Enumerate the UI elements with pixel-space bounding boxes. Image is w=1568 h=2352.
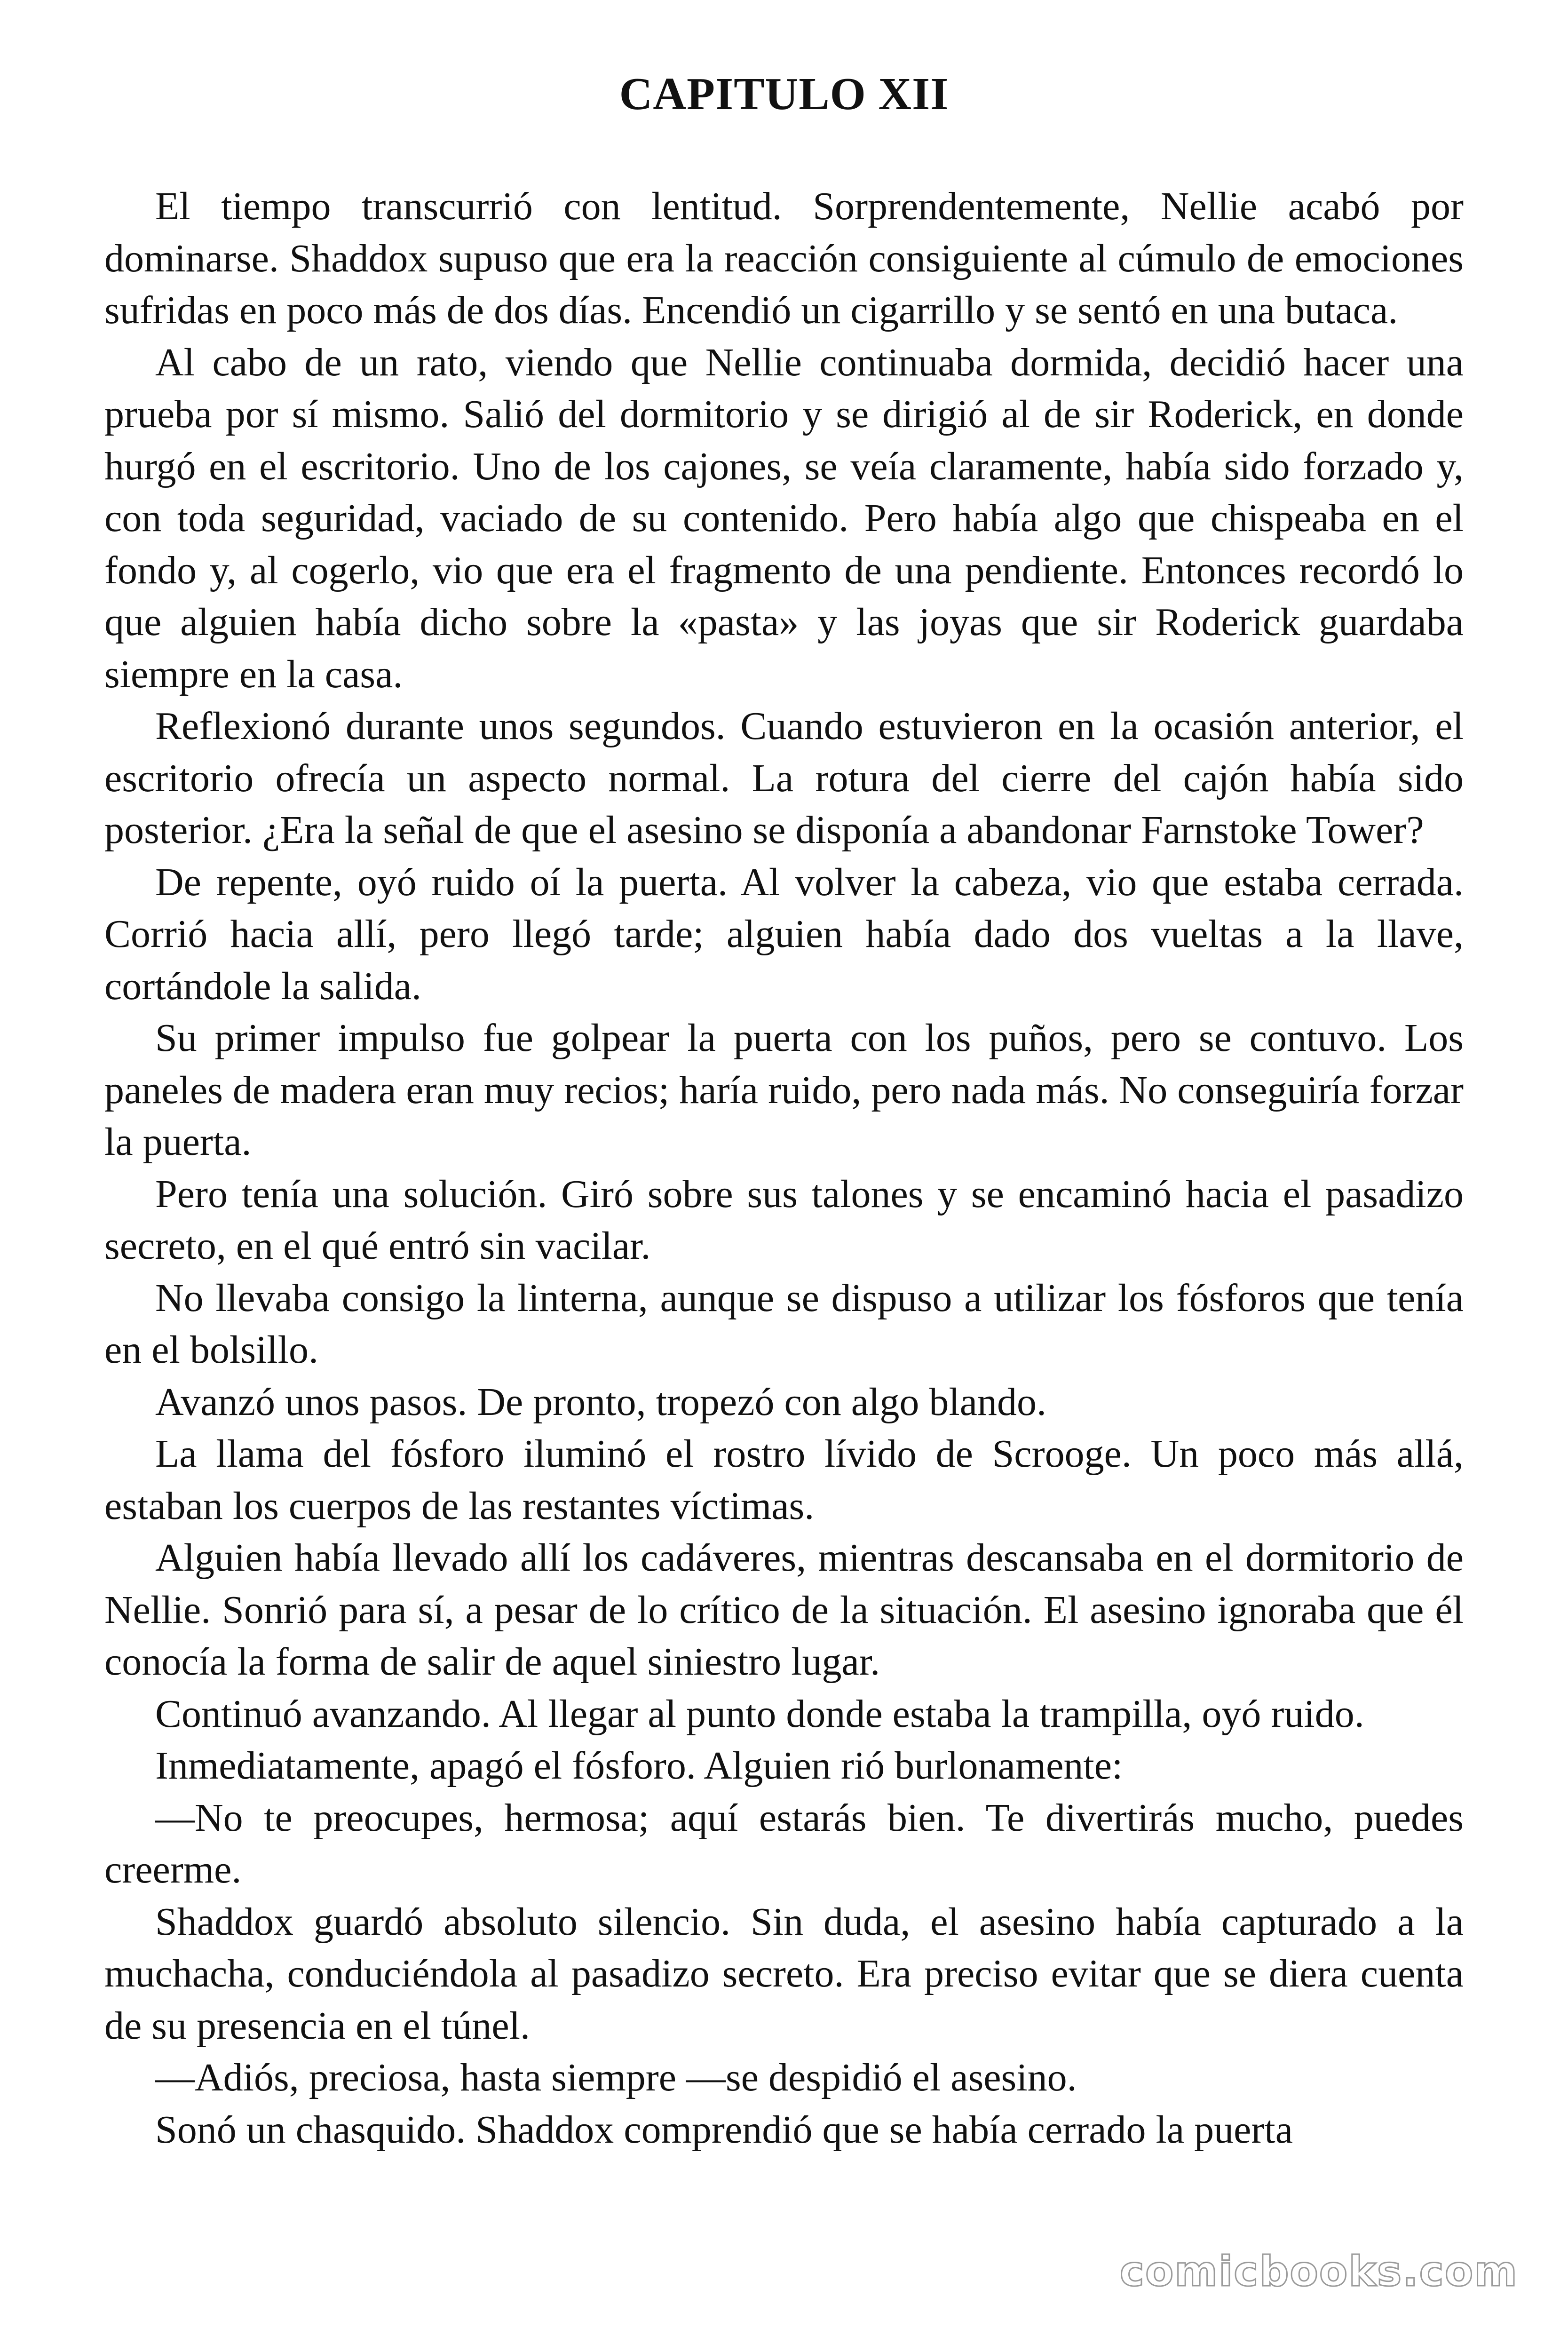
chapter-body [104, 181, 1464, 2156]
paragraph: —Adiós, preciosa, hasta siempre —se despidió el asesino. [155, 2056, 1077, 2099]
paragraph: Pero tenía una solución. Giró sobre sus talones y se encaminó hacia el pasadizo secreto, en el qué entró sin vacilar. [104, 1172, 1464, 1268]
paragraph: Avanzó unos pasos. De pronto, tropezó con algo blando. [155, 1380, 1047, 1424]
paragraph: Reflexionó durante unos segundos. Cuando estuvieron en la ocasión anterior, el escritorio ofrecía un aspecto normal. La rotura del cierre del cajón había sido posterior. ¿Era la señal de que el asesino se disponía a abandonar Farnstoke Tower? [104, 704, 1464, 852]
chapter-title: CAPITULO XII [619, 69, 949, 119]
paragraph-last: Sonó un chasquido. Shaddox comprendió que se había cerrado la puerta [155, 2107, 1293, 2152]
paragraph: Inmediatamente, apagó el fósforo. Alguien rió burlonamente: [155, 1744, 1123, 1788]
watermark-logo: comicbooks.com [1115, 2247, 1523, 2296]
paragraph: La llama del fósforo iluminó el rostro lívido de Scrooge. Un poco más allá, estaban los cuerpos de las restantes víctimas. [104, 1432, 1464, 1528]
paragraph: —No te preocupes, hermosa; aquí estarás bien. Te divertirás mucho, puedes creerme. [104, 1796, 1464, 1891]
paragraph: De repente, oyó ruido oí la puerta. Al volver la cabeza, vio que estaba cerrada. Corrió hacia allí, pero llegó tarde; alguien había dado dos vueltas a la llave, cortándole la salida. [104, 860, 1464, 1008]
paragraph: El tiempo transcurrió con lentitud. Sorprendentemente, Nellie acabó por dominarse. Shaddox supuso que era la reacción consiguiente al cúmulo de emociones sufridas en poco más de dos días. Encendió un cigarrillo y se sentó en una butaca. [104, 184, 1464, 332]
paragraph: No llevaba consigo la linterna, aunque se dispuso a utilizar los fósforos que tenía en el bolsillo. [104, 1276, 1464, 1372]
paragraph: Al cabo de un rato, viendo que Nellie continuaba dormida, decidió hacer una prueba por sí mismo. Salió del dormitorio y se dirigió al de sir Roderick, en donde hurgó en el escritorio. Uno de los cajones, se veía claramente, había sido forzado y, con toda seguridad, vaciado de su contenido. Pero había algo que chispeaba en el fondo y, al cogerlo, vio que era el fragmento de una pendiente. Entonces recordó lo que alguien había dicho sobre la «pasta» y las joyas que sir Roderick guardaba siempre en la casa. [104, 340, 1464, 696]
paragraph: Shaddox guardó absoluto silencio. Sin duda, el asesino había capturado a la muchacha, conduciéndola al pasadizo secreto. Era preciso evitar que se diera cuenta de su presencia en el túnel. [104, 1899, 1464, 2048]
paragraph: Continuó avanzando. Al llegar al punto donde estaba la trampilla, oyó ruido. [155, 1692, 1364, 1736]
paragraph: Alguien había llevado allí los cadáveres, mientras descansaba en el dormitorio de Nellie. Sonrió para sí, a pesar de lo crítico de la situación. El asesino ignoraba que él conocía la forma de salir de aquel siniestro lugar. [104, 1536, 1464, 1684]
paragraph: Su primer impulso fue golpear la puerta con los puños, pero se contuvo. Los paneles de madera eran muy recios; haría ruido, pero nada más. No conseguiría forzar la puerta. [104, 1016, 1464, 1164]
